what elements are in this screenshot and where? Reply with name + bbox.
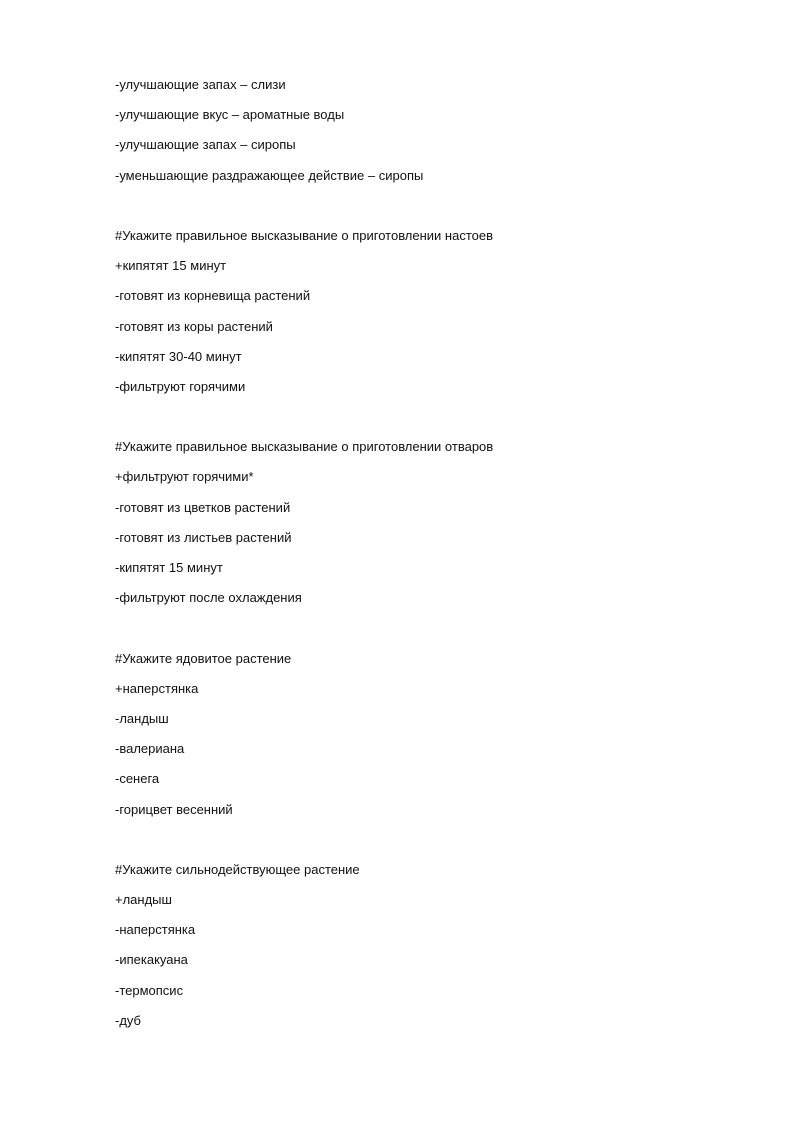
answer-option: -дуб [115, 1012, 142, 1028]
answer-option: +фильтруют горячими* [115, 469, 254, 485]
question-block [115, 859, 735, 1040]
answer-option: -готовят из корневища растений [115, 288, 311, 304]
question-text: #Укажите правильное высказывание о приготовлении настоев [115, 227, 494, 243]
answer-option: -сенега [115, 771, 160, 787]
answer-option: +кипятят 15 минут [115, 258, 227, 274]
answer-option: -уменьшающие раздражающее действие – сиропы [115, 167, 424, 183]
question-block [115, 648, 735, 829]
answer-option: -фильтруют горячими [115, 378, 246, 394]
answer-option: -готовят из листьев растений [115, 529, 292, 545]
answer-option: +наперстянка [115, 680, 199, 696]
document-content [115, 74, 735, 1040]
answer-option: -наперстянка [115, 922, 196, 938]
answer-option: -улучшающие запах – слизи [115, 77, 286, 92]
question-text: #Укажите ядовитое растение [115, 650, 292, 666]
answer-option: -готовят из коры растений [115, 318, 273, 334]
answer-option: -валериана [115, 741, 185, 757]
intro-options [115, 74, 735, 195]
answer-option: -горицвет весенний [115, 801, 233, 817]
question-block [115, 225, 735, 406]
paragraph-gap [115, 406, 735, 436]
answer-option: +ландыш [115, 892, 172, 908]
answer-option: -ландыш [115, 710, 169, 726]
question-text: #Укажите правильное высказывание о приготовлении отваров [115, 439, 494, 455]
answer-option: -кипятят 30-40 минут [115, 348, 242, 364]
answer-option: -улучшающие вкус – ароматные воды [115, 107, 345, 123]
answer-option: -готовят из цветков растений [115, 499, 291, 515]
paragraph-gap [115, 829, 735, 859]
answer-option: -улучшающие запах – сиропы [115, 137, 296, 153]
paragraph-gap [115, 617, 735, 647]
answer-option: -кипятят 15 минут [115, 560, 223, 575]
question-block [115, 436, 735, 617]
answer-option: -ипекакуана [115, 952, 188, 968]
question-text: #Укажите сильнодействующее растение [115, 861, 360, 877]
paragraph-gap [115, 195, 735, 225]
answer-option: -термопсис [115, 982, 184, 998]
answer-option: -фильтруют после охлаждения [115, 590, 302, 606]
